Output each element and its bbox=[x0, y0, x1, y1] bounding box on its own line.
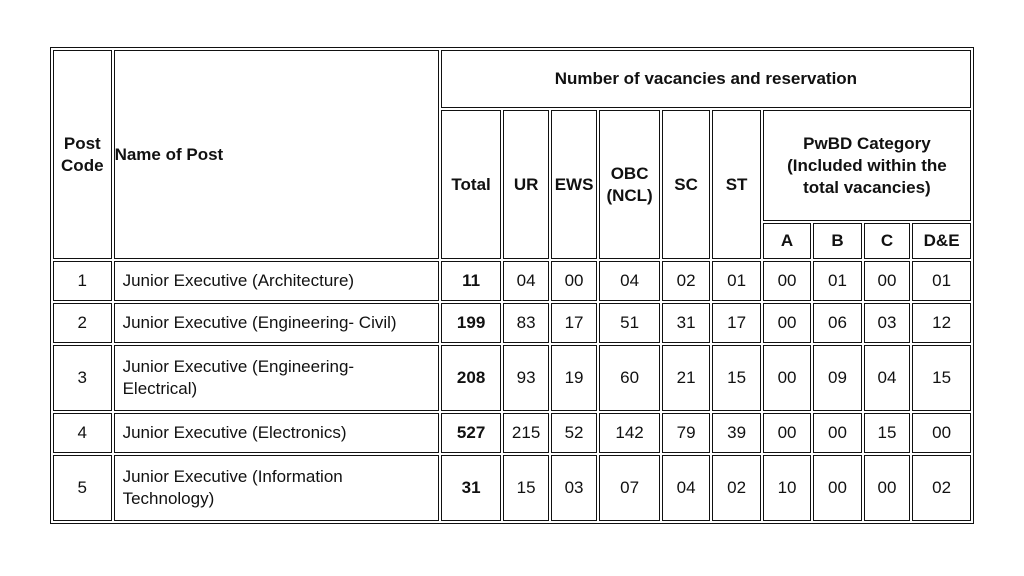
header-ews: EWS bbox=[551, 110, 597, 259]
cell-ews: 19 bbox=[551, 345, 597, 411]
cell-total: 208 bbox=[441, 345, 502, 411]
cell-post-code: 2 bbox=[53, 303, 112, 343]
header-obc: OBC (NCL) bbox=[599, 110, 660, 259]
header-sc: SC bbox=[662, 110, 710, 259]
cell-st: 02 bbox=[712, 455, 760, 521]
cell-obc: 04 bbox=[599, 261, 660, 301]
cell-ews: 52 bbox=[551, 413, 597, 453]
cell-ews: 17 bbox=[551, 303, 597, 343]
cell-pwbd-a: 00 bbox=[763, 303, 811, 343]
cell-post-name: Junior Executive (Engineering- Civil) bbox=[114, 303, 439, 343]
cell-pwbd-a: 10 bbox=[763, 455, 811, 521]
header-st: ST bbox=[712, 110, 760, 259]
cell-sc: 04 bbox=[662, 455, 710, 521]
cell-obc: 142 bbox=[599, 413, 660, 453]
table-row bbox=[53, 261, 971, 301]
cell-post-code: 1 bbox=[53, 261, 112, 301]
cell-post-code: 5 bbox=[53, 455, 112, 521]
cell-total: 11 bbox=[441, 261, 502, 301]
cell-ur: 215 bbox=[503, 413, 548, 453]
cell-pwbd-b: 01 bbox=[813, 261, 861, 301]
header-pwbd-a: A bbox=[763, 223, 811, 259]
cell-post-code: 3 bbox=[53, 345, 112, 411]
header-pwbd-b: B bbox=[813, 223, 861, 259]
cell-pwbd-de: 00 bbox=[912, 413, 971, 453]
cell-pwbd-c: 03 bbox=[864, 303, 910, 343]
cell-st: 01 bbox=[712, 261, 760, 301]
cell-st: 17 bbox=[712, 303, 760, 343]
vacancy-table-container bbox=[50, 47, 974, 524]
cell-post-code: 4 bbox=[53, 413, 112, 453]
cell-obc: 07 bbox=[599, 455, 660, 521]
header-pwbd-c: C bbox=[864, 223, 910, 259]
table-row bbox=[53, 345, 971, 411]
cell-total: 527 bbox=[441, 413, 502, 453]
cell-ur: 93 bbox=[503, 345, 548, 411]
cell-pwbd-de: 01 bbox=[912, 261, 971, 301]
cell-pwbd-b: 06 bbox=[813, 303, 861, 343]
header-vacancies-title: Number of vacancies and reservation bbox=[441, 50, 971, 108]
cell-post-name: Junior Executive (Electronics) bbox=[114, 413, 439, 453]
cell-pwbd-b: 00 bbox=[813, 413, 861, 453]
cell-pwbd-b: 09 bbox=[813, 345, 861, 411]
cell-sc: 79 bbox=[662, 413, 710, 453]
cell-ur: 83 bbox=[503, 303, 548, 343]
cell-obc: 51 bbox=[599, 303, 660, 343]
cell-total: 199 bbox=[441, 303, 502, 343]
cell-pwbd-de: 12 bbox=[912, 303, 971, 343]
header-pwbd-category: PwBD Category (Included within the total vacancies) bbox=[763, 110, 971, 221]
cell-ur: 15 bbox=[503, 455, 548, 521]
cell-post-name: Junior Executive (Information Technology) bbox=[114, 455, 439, 521]
vacancy-table bbox=[50, 47, 974, 524]
cell-pwbd-de: 15 bbox=[912, 345, 971, 411]
table-row bbox=[53, 455, 971, 521]
header-ur: UR bbox=[503, 110, 548, 259]
cell-obc: 60 bbox=[599, 345, 660, 411]
header-name-of-post: Name of Post bbox=[114, 50, 439, 259]
header-pwbd-de: D&E bbox=[912, 223, 971, 259]
cell-pwbd-a: 00 bbox=[763, 345, 811, 411]
header-row-top bbox=[53, 50, 971, 108]
cell-pwbd-a: 00 bbox=[763, 413, 811, 453]
cell-pwbd-de: 02 bbox=[912, 455, 971, 521]
cell-pwbd-b: 00 bbox=[813, 455, 861, 521]
table-row bbox=[53, 303, 971, 343]
cell-post-name: Junior Executive (Architecture) bbox=[114, 261, 439, 301]
cell-st: 15 bbox=[712, 345, 760, 411]
cell-pwbd-c: 15 bbox=[864, 413, 910, 453]
table-row bbox=[53, 413, 971, 453]
cell-ews: 00 bbox=[551, 261, 597, 301]
cell-post-name: Junior Executive (Engineering- Electrical) bbox=[114, 345, 439, 411]
cell-sc: 02 bbox=[662, 261, 710, 301]
cell-pwbd-a: 00 bbox=[763, 261, 811, 301]
cell-ur: 04 bbox=[503, 261, 548, 301]
cell-pwbd-c: 00 bbox=[864, 455, 910, 521]
cell-ews: 03 bbox=[551, 455, 597, 521]
cell-sc: 31 bbox=[662, 303, 710, 343]
cell-total: 31 bbox=[441, 455, 502, 521]
header-total: Total bbox=[441, 110, 502, 259]
cell-sc: 21 bbox=[662, 345, 710, 411]
header-post-code: Post Code bbox=[53, 50, 112, 259]
cell-pwbd-c: 00 bbox=[864, 261, 910, 301]
cell-st: 39 bbox=[712, 413, 760, 453]
cell-pwbd-c: 04 bbox=[864, 345, 910, 411]
